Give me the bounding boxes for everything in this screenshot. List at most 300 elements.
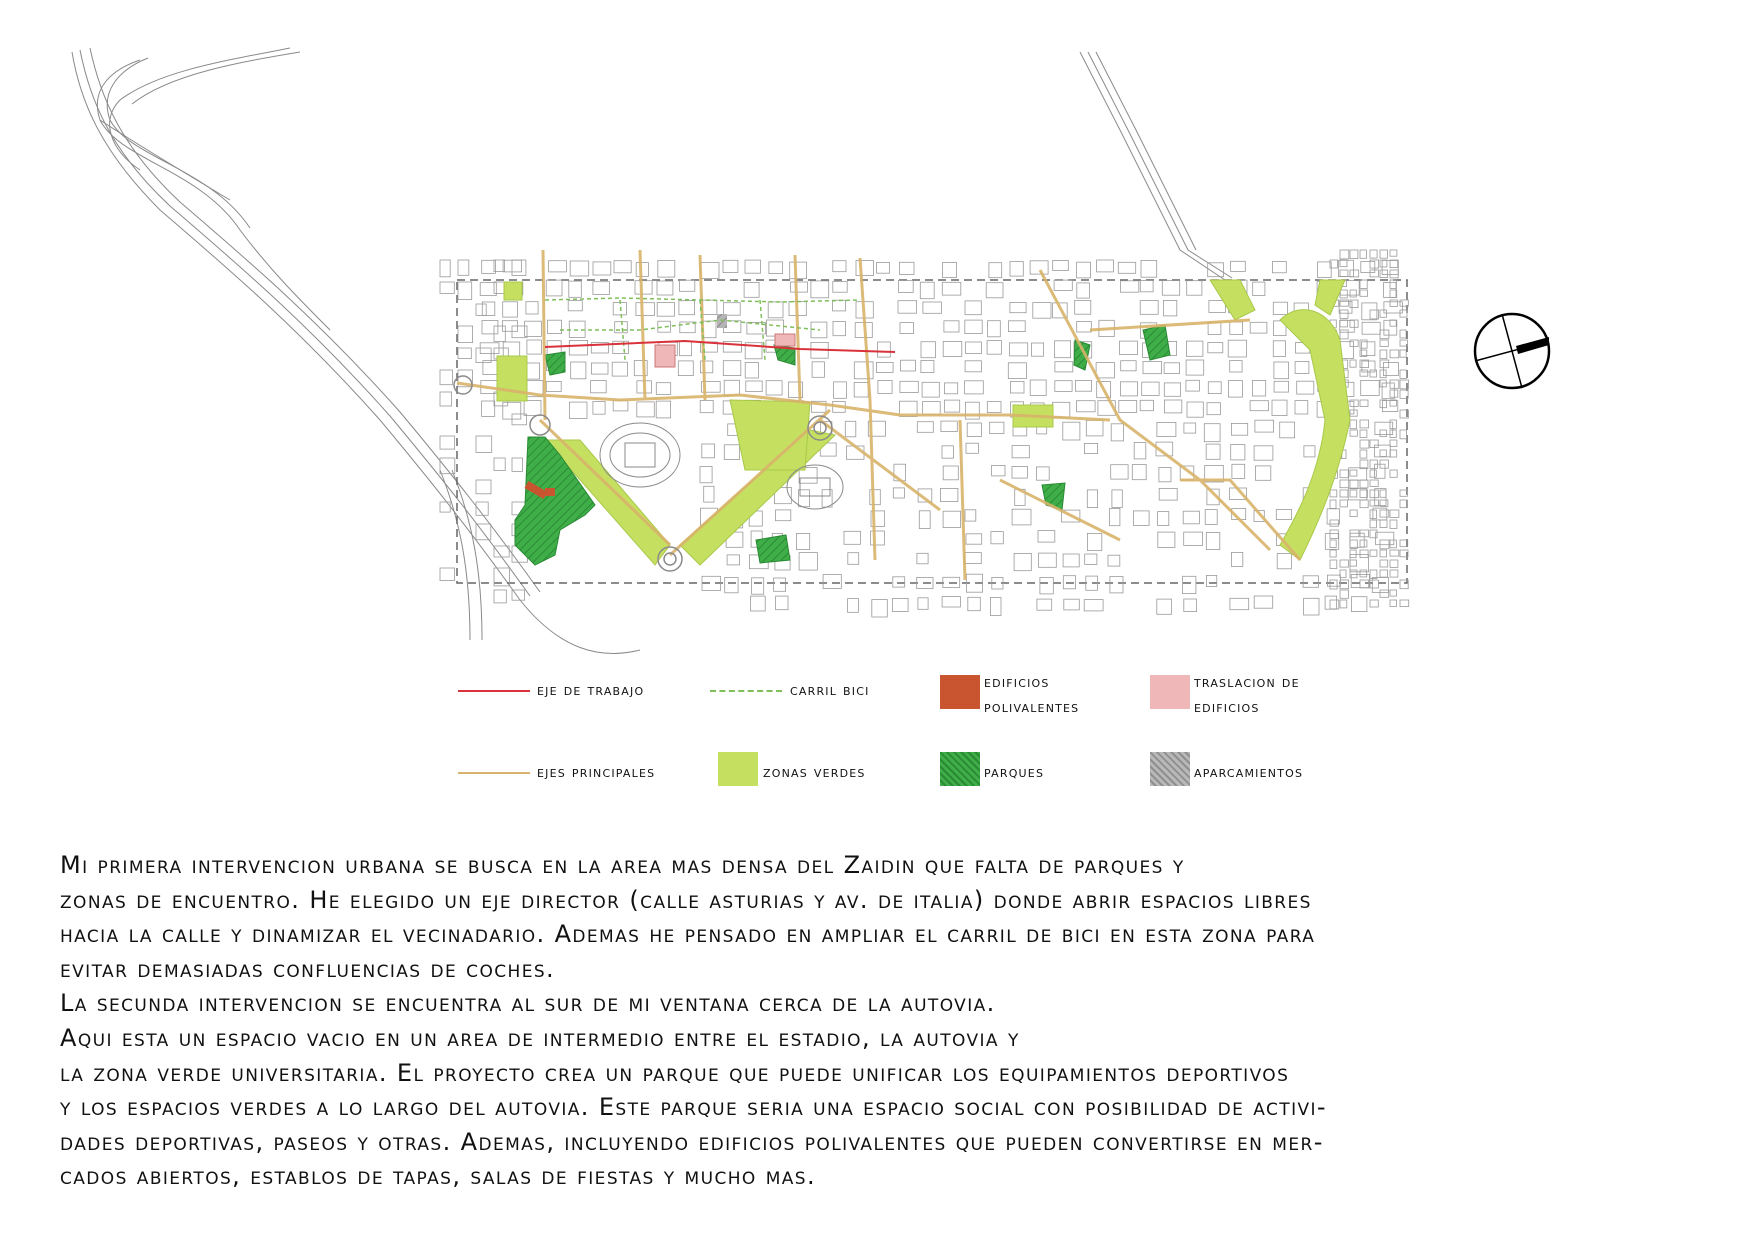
city-block — [986, 283, 1003, 298]
city-block — [1055, 362, 1073, 372]
city-block — [1360, 570, 1367, 577]
city-block — [1380, 260, 1387, 267]
city-block — [1350, 430, 1357, 436]
city-block — [614, 261, 631, 273]
city-block — [1340, 290, 1347, 298]
city-block — [1054, 280, 1072, 290]
city-block — [1350, 490, 1357, 497]
city-block — [700, 263, 719, 279]
city-block — [1121, 361, 1136, 371]
city-block — [854, 382, 868, 397]
city-block — [1380, 330, 1389, 339]
city-block — [1330, 540, 1336, 548]
city-block — [1390, 560, 1398, 567]
city-block — [1133, 511, 1149, 526]
city-block — [987, 341, 1001, 355]
city-block — [1370, 490, 1379, 498]
city-block — [1375, 445, 1391, 457]
city-block — [990, 422, 1004, 433]
north-arrow-icon — [1475, 314, 1549, 388]
city-block — [494, 458, 505, 471]
city-block — [458, 326, 473, 343]
city-block — [1350, 550, 1356, 558]
city-block — [1390, 450, 1397, 457]
legend-zonas-verdes-swatch — [718, 752, 758, 786]
city-block — [1380, 350, 1387, 359]
city-block — [1187, 402, 1203, 417]
city-block — [1295, 362, 1309, 374]
city-block — [1330, 580, 1337, 589]
city-block — [790, 262, 807, 279]
city-block — [1370, 250, 1377, 258]
city-block — [1350, 270, 1359, 277]
city-block — [1390, 520, 1397, 528]
city-block — [1140, 301, 1158, 315]
city-block — [1350, 480, 1358, 488]
city-block — [1158, 512, 1169, 526]
city-block — [1380, 590, 1389, 597]
city-block — [1370, 600, 1378, 607]
city-block — [923, 302, 942, 313]
city-block — [945, 383, 958, 394]
city-block — [1039, 553, 1057, 567]
city-block — [1030, 380, 1046, 395]
city-block — [965, 361, 981, 372]
city-block — [1112, 490, 1122, 508]
city-block — [1134, 443, 1146, 459]
city-block — [1012, 509, 1031, 525]
city-block — [482, 260, 496, 273]
city-block — [1390, 550, 1399, 556]
railway — [1080, 52, 1232, 280]
city-block — [1360, 430, 1367, 438]
city-block — [1008, 321, 1025, 332]
city-block — [1053, 261, 1069, 271]
city-block — [1318, 262, 1332, 278]
city-block — [1327, 575, 1340, 586]
city-block — [769, 262, 783, 274]
city-block — [1390, 570, 1398, 577]
city-block — [745, 260, 761, 273]
city-block — [703, 300, 717, 314]
city-block — [1250, 322, 1267, 333]
city-block — [1111, 424, 1123, 441]
description-line: la zona verde universitaria. El proyecto crea un parque que puede unificar los equipamientos deportivos — [60, 1058, 1290, 1087]
city-block — [613, 401, 628, 411]
city-block — [1274, 381, 1288, 392]
city-block — [1360, 480, 1368, 488]
city-block — [1370, 270, 1379, 277]
city-block — [1108, 555, 1120, 566]
description-line: dades deportivas, paseos y otras. Ademas, incluyendo edificios polivalentes que pueden convertirse en mer- — [60, 1127, 1324, 1156]
city-block — [1254, 596, 1273, 608]
city-block — [878, 342, 891, 357]
city-block — [1330, 530, 1338, 539]
city-block — [1232, 464, 1245, 478]
city-block — [724, 303, 741, 316]
description-line: Mi primera intervencion urbana se busca en la area mas densa del Zaidin que falta de parques y — [60, 851, 1185, 879]
city-block — [1380, 380, 1386, 387]
city-block — [613, 303, 626, 315]
city-block — [1230, 322, 1243, 334]
city-block — [1390, 300, 1397, 306]
city-block — [591, 381, 607, 393]
description-line: zonas de encuentro. He elegido un eje director (calle asturias y av. de italia) donde abrir espacios libres — [60, 885, 1312, 914]
city-block — [1140, 281, 1153, 292]
city-block — [917, 422, 933, 433]
city-block — [1187, 281, 1202, 296]
city-block — [1142, 382, 1159, 395]
city-block — [1055, 381, 1072, 392]
city-block — [1340, 330, 1348, 339]
city-block — [776, 596, 788, 610]
city-block — [1158, 532, 1175, 547]
city-block — [568, 301, 582, 311]
city-block — [1400, 500, 1407, 508]
city-block — [1340, 310, 1348, 318]
city-block — [440, 260, 450, 277]
city-block — [1360, 400, 1368, 407]
city-block — [1400, 310, 1407, 317]
city-block — [968, 597, 981, 610]
city-block — [1183, 576, 1196, 593]
city-block — [1304, 446, 1315, 457]
city-block — [1231, 445, 1245, 460]
city-block — [1280, 422, 1295, 438]
city-block — [833, 300, 846, 311]
city-block — [848, 599, 859, 613]
city-block — [965, 381, 984, 394]
city-block — [1390, 350, 1399, 358]
city-block — [942, 446, 953, 458]
city-block — [679, 301, 695, 315]
city-block — [1183, 511, 1199, 524]
city-block — [1164, 400, 1181, 413]
city-block — [476, 480, 491, 494]
city-block — [1010, 262, 1023, 277]
city-block — [1340, 250, 1349, 259]
city-block — [1037, 467, 1050, 480]
legend-aparcamientos-label: aparcamientos — [1194, 763, 1304, 781]
city-block — [1253, 381, 1266, 397]
city-block — [1008, 363, 1026, 379]
city-block — [656, 383, 670, 395]
city-block — [1085, 554, 1097, 564]
legend-traslacion-edificios-label-1: traslacion de — [1194, 673, 1300, 691]
city-block — [1277, 554, 1291, 569]
city-block — [1274, 362, 1289, 379]
city-block — [898, 301, 917, 314]
city-block — [1087, 533, 1101, 550]
city-block — [942, 597, 960, 607]
city-block — [1157, 422, 1176, 436]
city-block — [1380, 570, 1388, 577]
legend-traslacion-edificios-swatch — [1150, 675, 1190, 709]
city-block — [854, 362, 873, 379]
city-block — [1077, 262, 1091, 278]
city-block — [1295, 401, 1308, 414]
city-block — [524, 401, 541, 416]
legend-edificios-polivalentes-label-2: polivalentes — [984, 698, 1080, 716]
city-block — [1230, 598, 1249, 609]
city-block — [1340, 480, 1349, 488]
city-block — [1207, 403, 1220, 415]
city-block — [1350, 470, 1357, 476]
city-block — [1380, 270, 1388, 278]
city-block — [1119, 401, 1137, 413]
city-block — [1118, 262, 1135, 273]
city-block — [1382, 383, 1394, 399]
city-block — [944, 321, 959, 332]
city-block — [1380, 520, 1387, 528]
city-block — [615, 322, 628, 333]
city-block — [1038, 531, 1055, 543]
city-block — [1360, 450, 1367, 458]
city-block — [1040, 577, 1053, 594]
city-block — [440, 370, 453, 385]
city-block — [570, 261, 589, 276]
city-block — [1033, 303, 1051, 319]
city-block — [921, 361, 934, 373]
legend-carril-bici-line — [710, 690, 782, 692]
city-block — [1010, 381, 1024, 393]
city-block — [1340, 490, 1348, 497]
city-block — [1303, 576, 1318, 588]
city-block — [1096, 363, 1114, 378]
city-block — [845, 421, 856, 437]
city-block — [921, 342, 935, 358]
city-block — [1084, 600, 1103, 611]
city-block — [1390, 470, 1397, 477]
city-block — [941, 488, 958, 501]
city-block — [1370, 470, 1376, 477]
city-block — [1360, 290, 1368, 296]
city-block — [1360, 550, 1368, 558]
city-block — [657, 281, 673, 295]
city-block — [943, 511, 960, 527]
city-block — [1186, 360, 1204, 375]
city-block — [1370, 370, 1377, 377]
city-block — [844, 531, 860, 544]
city-block — [942, 282, 961, 295]
city-block — [1276, 510, 1291, 520]
city-block — [548, 320, 562, 333]
city-block — [1380, 450, 1386, 457]
city-block — [1141, 260, 1157, 277]
city-block — [1340, 570, 1346, 578]
city-block — [1360, 460, 1368, 469]
city-block — [768, 302, 783, 318]
legend-parques-swatch — [940, 752, 980, 786]
city-block — [774, 578, 786, 591]
city-block — [943, 341, 962, 356]
city-block — [900, 323, 914, 334]
city-block — [546, 280, 562, 296]
city-block — [1400, 350, 1406, 357]
city-block — [1376, 532, 1394, 545]
city-block — [527, 340, 542, 354]
city-block — [1380, 250, 1388, 258]
city-block — [700, 400, 713, 412]
city-block — [704, 486, 714, 502]
city-block — [440, 502, 450, 512]
city-block — [1340, 270, 1348, 276]
city-block — [1360, 420, 1369, 428]
city-block — [1340, 600, 1347, 608]
city-block — [440, 392, 452, 406]
city-block — [799, 553, 817, 571]
city-block — [1362, 322, 1380, 334]
city-block — [991, 532, 1003, 544]
city-block — [966, 534, 982, 544]
city-block — [966, 342, 982, 354]
city-block — [1380, 310, 1386, 317]
city-block — [1352, 597, 1367, 612]
city-block — [1097, 260, 1114, 272]
city-block — [1380, 430, 1386, 437]
city-block — [893, 488, 904, 498]
city-block — [1370, 310, 1379, 319]
city-block — [724, 445, 739, 460]
city-block — [1380, 490, 1386, 497]
city-block — [918, 598, 928, 610]
city-block — [593, 402, 605, 415]
city-block — [612, 362, 627, 376]
city-block — [965, 510, 976, 521]
city-block — [766, 381, 782, 395]
city-block — [1340, 320, 1355, 332]
city-block — [657, 303, 674, 317]
city-block — [1370, 580, 1378, 588]
city-block — [1370, 550, 1377, 556]
city-block — [1330, 490, 1337, 497]
city-block — [1206, 444, 1220, 459]
city-block — [1077, 283, 1090, 298]
city-block — [678, 361, 693, 376]
city-block — [458, 282, 472, 300]
city-block — [1143, 361, 1162, 373]
city-block — [746, 381, 762, 392]
city-block — [1077, 401, 1096, 412]
city-block — [1162, 281, 1179, 296]
city-block — [1400, 430, 1407, 439]
city-block — [988, 321, 1001, 337]
city-block — [989, 263, 1002, 278]
legend-aparcamientos-swatch — [1150, 752, 1190, 786]
city-block — [1390, 590, 1396, 596]
city-block — [1230, 361, 1242, 372]
description-line: Aqui esta un espacio vacio en un area de intermedio entre el estadio, la autovia y — [60, 1023, 1020, 1052]
city-block — [635, 281, 652, 294]
description-line: cados abiertos, establos de tapas, salas de fiestas y mucho mas. — [60, 1162, 817, 1191]
city-block — [1330, 500, 1336, 508]
city-block — [571, 362, 586, 379]
city-block — [1075, 300, 1091, 314]
city-block — [900, 381, 918, 392]
city-block — [1340, 580, 1349, 589]
city-block — [656, 401, 670, 418]
city-block — [1231, 261, 1246, 271]
city-block — [1360, 440, 1369, 448]
city-block — [1350, 360, 1356, 367]
city-block — [1186, 341, 1203, 356]
city-block — [943, 263, 957, 278]
legend-edificios-polivalentes-swatch — [940, 675, 980, 709]
city-block — [943, 466, 958, 480]
city-block — [1064, 599, 1080, 610]
city-block — [494, 590, 506, 603]
city-block — [1360, 490, 1368, 497]
legend-ejes-principales-line — [458, 772, 530, 774]
city-block — [745, 362, 758, 378]
city-block — [1390, 270, 1398, 278]
city-block — [1273, 302, 1287, 314]
city-block — [1360, 500, 1368, 508]
city-block — [593, 262, 611, 275]
city-block — [1380, 370, 1386, 378]
city-block — [900, 262, 915, 274]
city-block — [1390, 540, 1396, 548]
city-block — [1370, 480, 1378, 487]
city-block — [593, 282, 610, 295]
city-block — [1380, 340, 1388, 347]
city-block — [920, 282, 934, 299]
sports-track — [787, 465, 843, 509]
city-block — [1120, 281, 1138, 292]
city-block — [1032, 343, 1044, 356]
city-block — [1340, 260, 1347, 267]
city-block — [901, 360, 916, 371]
city-block — [744, 282, 759, 297]
city-block — [1340, 470, 1348, 478]
city-block — [1228, 340, 1246, 357]
city-block — [1120, 341, 1138, 355]
city-block — [1390, 320, 1396, 326]
city-block — [848, 553, 859, 565]
city-block — [1330, 550, 1336, 557]
city-block — [680, 341, 692, 355]
city-block — [898, 281, 913, 293]
city-block — [1362, 303, 1377, 320]
city-block — [1390, 280, 1396, 289]
city-block — [1325, 534, 1338, 550]
city-block — [546, 381, 561, 391]
city-block — [1400, 370, 1407, 378]
city-block — [992, 465, 1005, 476]
legend-parques-label: parques — [984, 763, 1045, 781]
city-block — [1231, 423, 1247, 435]
city-block — [723, 361, 741, 376]
city-block — [1209, 301, 1226, 313]
street-network — [440, 250, 1409, 617]
city-block — [1077, 321, 1092, 332]
city-block — [1186, 380, 1200, 391]
city-block — [1327, 509, 1340, 524]
city-block — [458, 260, 469, 275]
city-block — [1087, 490, 1097, 508]
city-block — [1360, 540, 1367, 547]
city-block — [1014, 553, 1031, 570]
city-block — [1350, 290, 1356, 297]
city-block — [1159, 488, 1177, 500]
city-block — [1250, 401, 1268, 411]
city-block — [725, 578, 738, 593]
city-block — [1206, 532, 1220, 549]
city-block — [1330, 520, 1339, 526]
city-block — [1370, 440, 1378, 448]
city-block — [549, 261, 567, 272]
city-block — [1350, 250, 1358, 259]
